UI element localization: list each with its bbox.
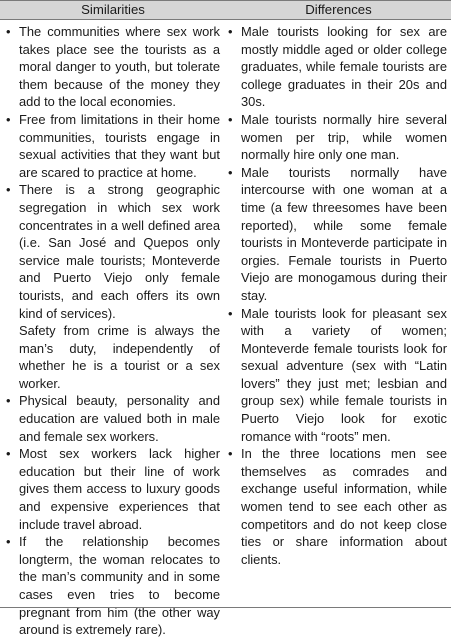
similarity-item <box>7 111 220 181</box>
bullet-icon: • <box>6 111 11 127</box>
difference-item <box>229 164 447 305</box>
difference-item-text: Male tourists look for pleasant sex with a variety of women; Monteverde female tourists look for sexual adventure (sex with “Latin lovers” they just met; lesbian and group sex) while female tourists in Puerto Viejo look for exotic romance with “roots” men. <box>241 305 447 444</box>
difference-item <box>229 23 447 111</box>
difference-item <box>229 111 447 164</box>
difference-item <box>229 305 447 446</box>
difference-item-text: Male tourists looking for sex are mostly middle aged or older college graduates, while female tourists are college graduates in their 20s and 30s. <box>241 24 447 110</box>
similarity-item-text: There is a strong geographic segregation in which sex work concentrates in a well defined area (i.e. San José and Quepos only service male tourists; Monteverde and Puerto Viejo only female tourists, and each offers its own kind of services). <box>19 182 220 321</box>
bottom-rule <box>0 607 451 608</box>
similarity-item <box>7 322 220 392</box>
difference-item-text: Male tourists normally hire several women per trip, while women normally hire only one man. <box>241 111 447 163</box>
difference-item-text: In the three locations men see themselves as comrades and exchange useful information, while women tend to see each other as competitors and do not keep close ties or share information about clients. <box>241 446 447 567</box>
header-differences: Differences <box>305 2 372 17</box>
table-header <box>0 0 451 20</box>
similarity-item-text: Physical beauty, personality and education are valued both in male and female sex workers. <box>19 393 220 444</box>
difference-item <box>229 445 447 568</box>
similarity-item-text: If the relationship becomes longterm, the woman relocates to the man’s community and in some cases even tries to become pregnant from him (the other way around is extremely rare). <box>19 534 220 638</box>
bullet-icon: • <box>228 164 233 180</box>
similarity-item <box>7 392 220 445</box>
similarities-column <box>7 23 220 639</box>
bullet-icon: • <box>6 182 11 198</box>
bullet-icon: • <box>228 305 233 321</box>
similarity-item <box>7 181 220 322</box>
similarity-item-text: Free from limitations in their home communities, tourists engage in sexual activities that they want but are scared to practice at home. <box>19 111 220 180</box>
similarity-item-text: Safety from crime is always the man’s duty, independently of whether he is a tourist or a sex worker. <box>19 323 220 391</box>
bullet-icon: • <box>228 24 233 39</box>
bullet-icon: • <box>6 534 11 550</box>
difference-item-text: Male tourists normally have intercourse with one woman at a time (a few threesomes have been reported), while some female tourists in Monteverde participate in orgies. Female tourists in Puerto Viejo are monogamous during their stay. <box>241 164 447 303</box>
differences-column <box>229 23 447 568</box>
similarity-item <box>7 533 220 639</box>
similarity-item-text: Most sex workers lack higher education but their line of work gives them access to luxury goods and expensive experiences that include travel abroad. <box>19 446 220 532</box>
bullet-icon: • <box>6 393 11 409</box>
similarity-item <box>7 23 220 111</box>
header-similarities: Similarities <box>81 2 145 17</box>
bullet-icon: • <box>6 446 11 462</box>
bullet-icon: • <box>6 24 11 39</box>
bullet-icon: • <box>228 446 233 462</box>
similarity-item <box>7 445 220 533</box>
similarity-item-text: The communities where sex work takes place see the tourists as a moral danger to youth, but tolerate them because of the money they add to the local economies. <box>19 24 220 110</box>
bullet-icon: • <box>228 111 233 127</box>
